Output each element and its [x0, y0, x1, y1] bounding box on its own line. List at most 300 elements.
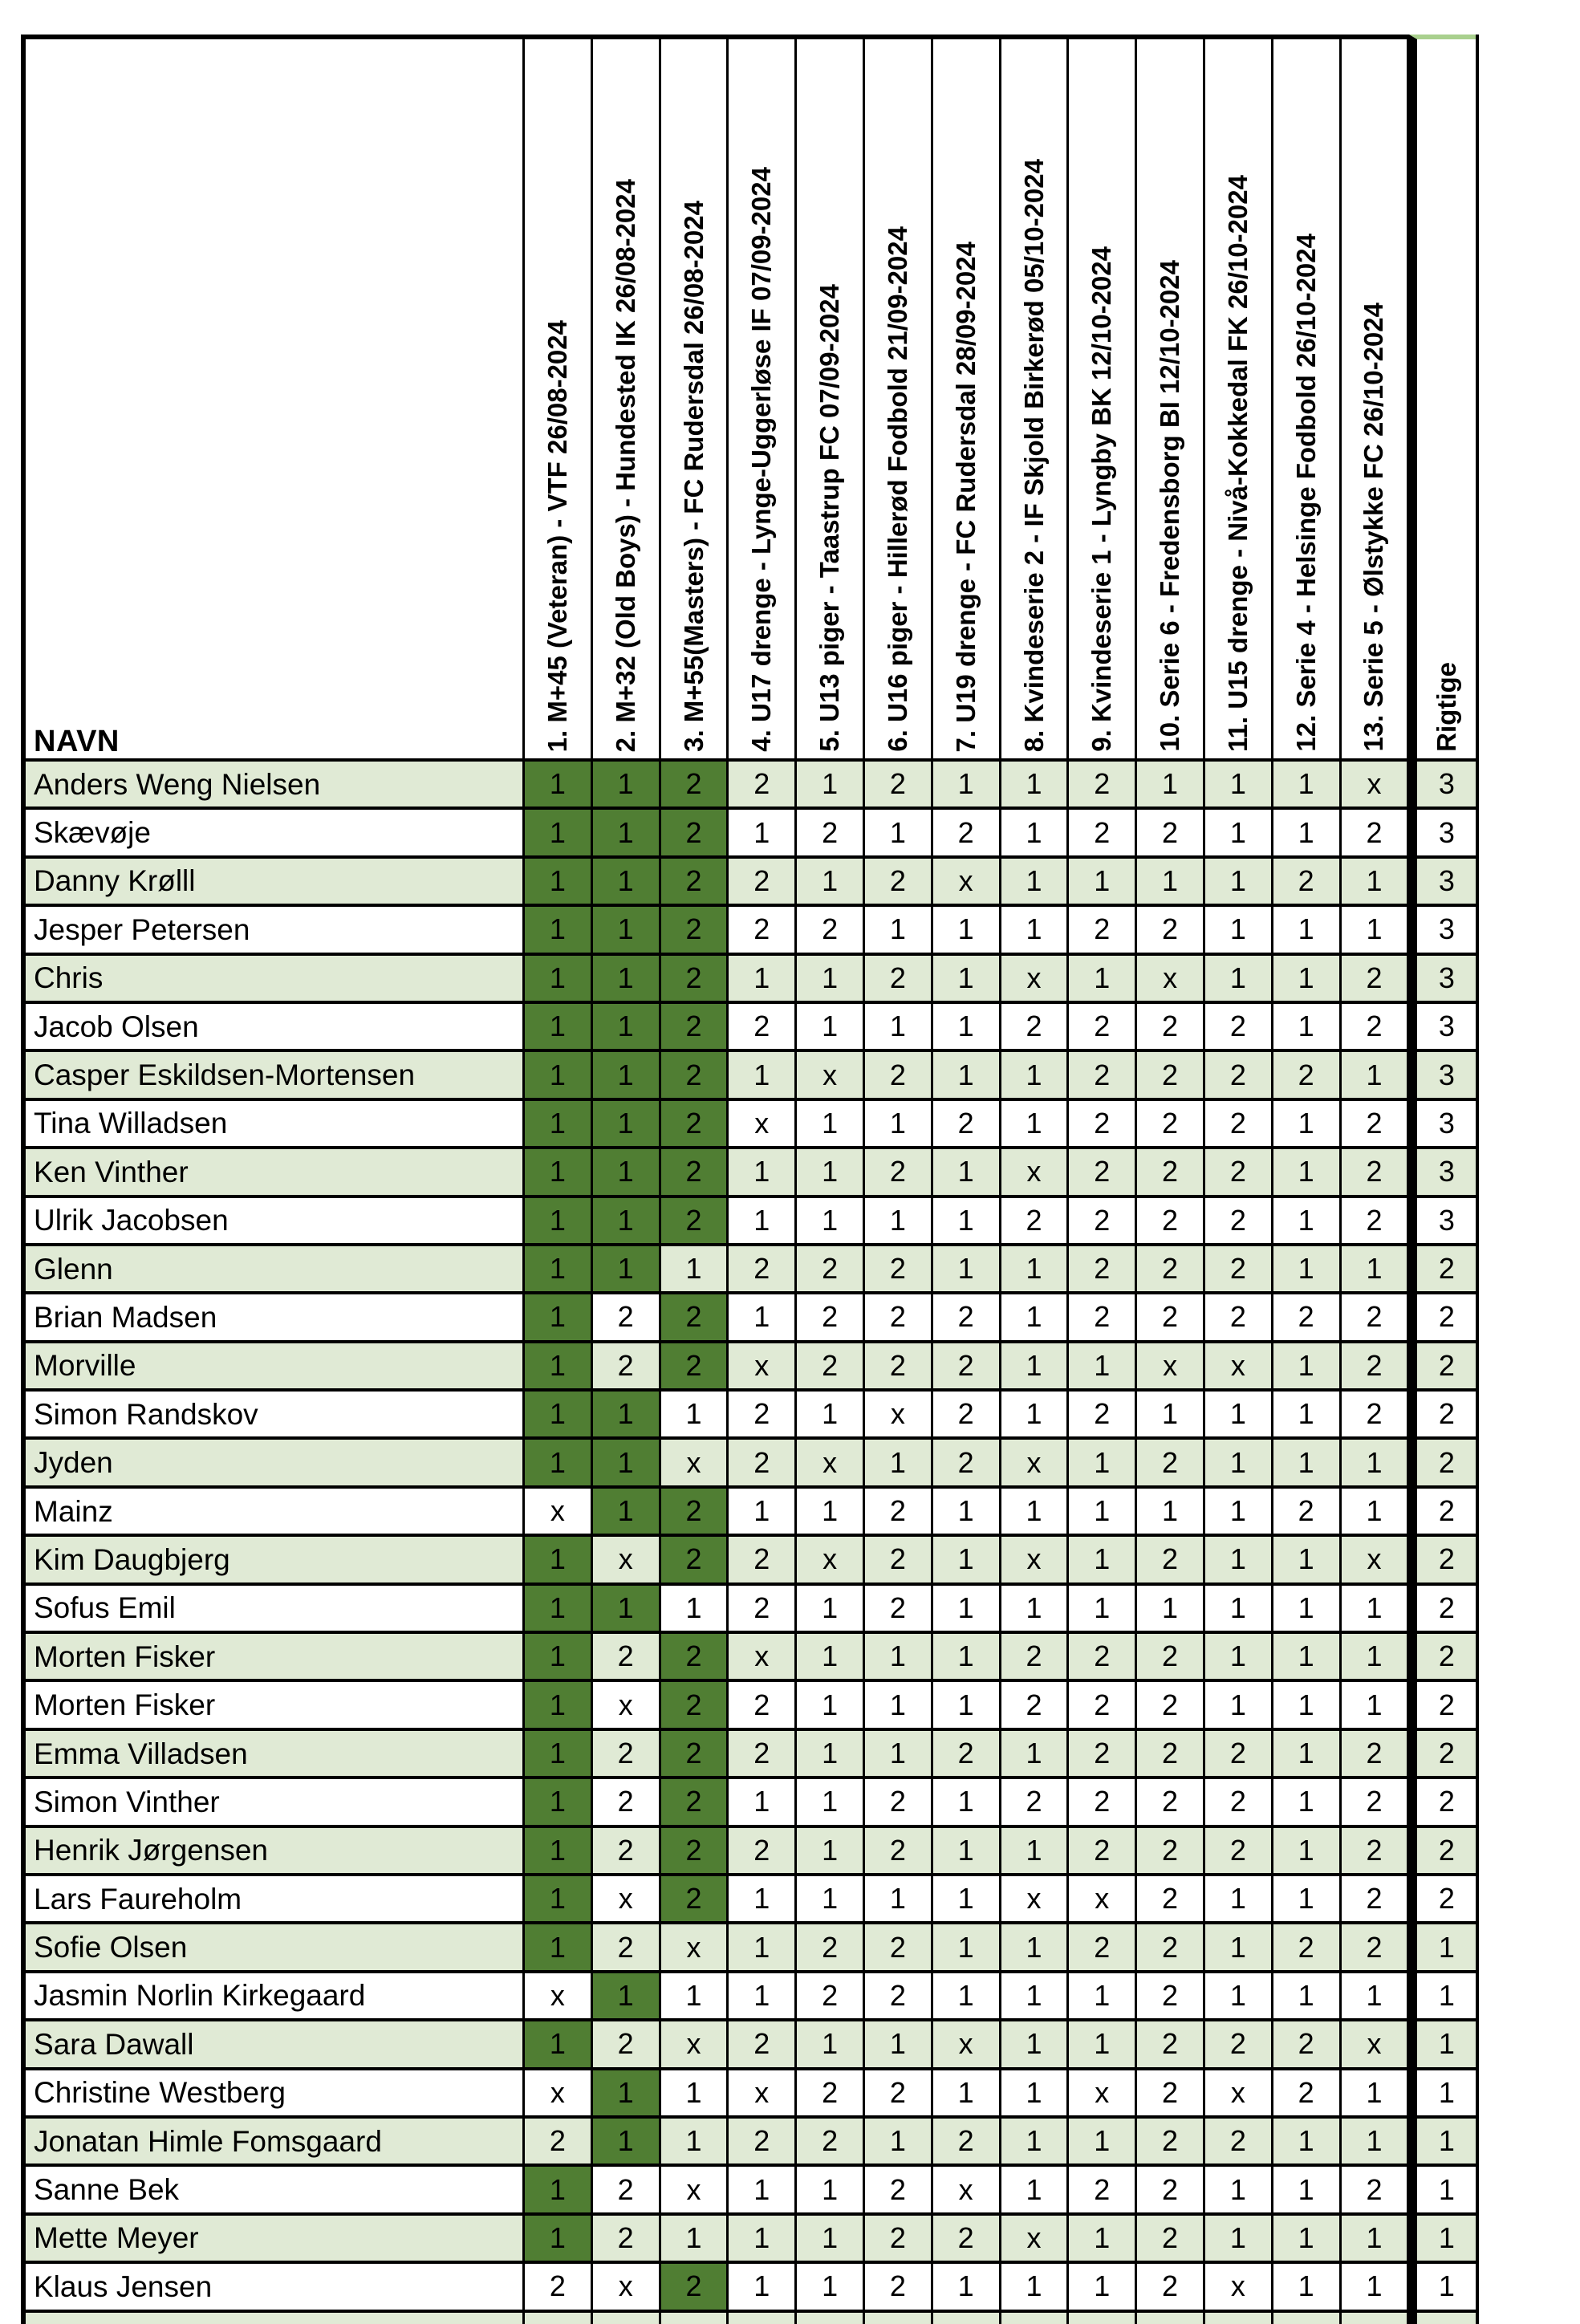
player-name-cell[interactable]: Morten Fisker	[26, 1634, 525, 1682]
rigtige-count-cell[interactable]: 3	[1409, 762, 1476, 810]
pick-cell[interactable]: x	[1342, 1537, 1410, 1585]
pick-cell[interactable]: 2	[865, 1924, 933, 1973]
pick-cell[interactable]: 1	[865, 1101, 933, 1149]
pick-cell[interactable]: 1	[525, 1440, 593, 1488]
pick-cell[interactable]: 1	[593, 1489, 661, 1537]
pick-cell[interactable]: 2	[1342, 1343, 1410, 1392]
pick-cell[interactable]: 1	[525, 956, 593, 1004]
pick-cell[interactable]: x	[1342, 762, 1410, 810]
pick-cell[interactable]: 2	[661, 859, 729, 907]
pick-cell[interactable]: 1	[933, 2070, 1001, 2119]
pick-cell[interactable]: 2	[1137, 1537, 1205, 1585]
pick-cell[interactable]: 2	[1205, 1149, 1273, 1197]
pick-cell[interactable]: x	[729, 1101, 797, 1149]
player-name-cell[interactable]: Jesper Petersen	[26, 907, 525, 955]
column-header-navn[interactable]: NAVN	[26, 35, 525, 762]
pick-cell[interactable]: 2	[1273, 1294, 1342, 1343]
pick-cell[interactable]: 1	[661, 2070, 729, 2119]
pick-cell[interactable]: 1	[933, 1489, 1001, 1537]
column-header-match-6[interactable]	[865, 35, 933, 762]
pick-cell[interactable]: 1	[525, 762, 593, 810]
pick-cell[interactable]: 1	[729, 1294, 797, 1343]
pick-cell[interactable]: 1	[1001, 1731, 1070, 1779]
cutoff-row-cell[interactable]	[865, 2313, 933, 2324]
pick-cell[interactable]: 1	[797, 1731, 865, 1779]
pick-cell[interactable]: 2	[1137, 2119, 1205, 2167]
pick-cell[interactable]: 1	[933, 762, 1001, 810]
pick-cell[interactable]: 1	[729, 1489, 797, 1537]
pick-cell[interactable]: 1	[729, 2167, 797, 2215]
pick-cell[interactable]: 1	[865, 2119, 933, 2167]
pick-cell[interactable]: 2	[593, 1828, 661, 1876]
pick-cell[interactable]: 2	[865, 1294, 933, 1343]
pick-cell[interactable]: x	[1069, 2070, 1137, 2119]
pick-cell[interactable]: 2	[1342, 810, 1410, 858]
rigtige-count-cell[interactable]: 1	[1409, 2264, 1476, 2312]
pick-cell[interactable]: 2	[1137, 1052, 1205, 1100]
pick-cell[interactable]: 2	[865, 1779, 933, 1827]
pick-cell[interactable]: 2	[1069, 907, 1137, 955]
pick-cell[interactable]: x	[593, 1682, 661, 1730]
rigtige-count-cell[interactable]: 1	[1409, 2119, 1476, 2167]
pick-cell[interactable]: x	[729, 1343, 797, 1392]
pick-cell[interactable]: 2	[1273, 2070, 1342, 2119]
pick-cell[interactable]: x	[1205, 2264, 1273, 2312]
pick-cell[interactable]: 2	[593, 1634, 661, 1682]
pick-cell[interactable]: 1	[865, 1682, 933, 1730]
pick-cell[interactable]: 1	[1205, 810, 1273, 858]
pick-cell[interactable]: 2	[661, 1489, 729, 1537]
pick-cell[interactable]: x	[1342, 2021, 1410, 2070]
pick-cell[interactable]: 1	[729, 810, 797, 858]
pick-cell[interactable]: 1	[661, 1586, 729, 1634]
pick-cell[interactable]: 1	[729, 1779, 797, 1827]
pick-cell[interactable]: 2	[1137, 1246, 1205, 1294]
pick-cell[interactable]: 1	[1001, 2021, 1070, 2070]
cutoff-row-cell[interactable]	[1409, 2313, 1476, 2324]
pick-cell[interactable]: 1	[661, 2216, 729, 2264]
pick-cell[interactable]: 2	[729, 859, 797, 907]
pick-cell[interactable]: 1	[797, 859, 865, 907]
pick-cell[interactable]: x	[1205, 2070, 1273, 2119]
pick-cell[interactable]: x	[933, 2021, 1001, 2070]
cutoff-row-cell[interactable]	[26, 2313, 525, 2324]
pick-cell[interactable]: 1	[933, 1246, 1001, 1294]
pick-cell[interactable]: 2	[797, 1343, 865, 1392]
pick-cell[interactable]: 1	[1001, 1828, 1070, 1876]
pick-cell[interactable]: x	[525, 2070, 593, 2119]
pick-cell[interactable]: 2	[1001, 1634, 1070, 1682]
player-name-cell[interactable]: Simon Randskov	[26, 1392, 525, 1440]
pick-cell[interactable]: 1	[1273, 1634, 1342, 1682]
player-name-cell[interactable]: Lars Faureholm	[26, 1876, 525, 1924]
pick-cell[interactable]: 2	[1137, 2167, 1205, 2215]
pick-cell[interactable]: 2	[1137, 810, 1205, 858]
pick-cell[interactable]: 2	[1001, 1198, 1070, 1246]
pick-cell[interactable]: 1	[593, 2119, 661, 2167]
pick-cell[interactable]: 2	[1069, 1246, 1137, 1294]
pick-cell[interactable]: 2	[1069, 1779, 1137, 1827]
pick-cell[interactable]: 1	[1205, 762, 1273, 810]
pick-cell[interactable]: 1	[1137, 762, 1205, 810]
rigtige-count-cell[interactable]: 2	[1409, 1634, 1476, 1682]
pick-cell[interactable]: 1	[865, 1440, 933, 1488]
pick-cell[interactable]: 2	[1137, 2021, 1205, 2070]
column-header-match-12[interactable]	[1273, 35, 1342, 762]
pick-cell[interactable]: 1	[1273, 1828, 1342, 1876]
pick-cell[interactable]: x	[593, 2264, 661, 2312]
pick-cell[interactable]: 2	[933, 1440, 1001, 1488]
pick-cell[interactable]: 1	[1342, 1973, 1410, 2021]
player-name-cell[interactable]: Simon Vinther	[26, 1779, 525, 1827]
pick-cell[interactable]: 1	[933, 1924, 1001, 1973]
pick-cell[interactable]: 1	[1001, 859, 1070, 907]
pick-cell[interactable]: 1	[525, 810, 593, 858]
pick-cell[interactable]: 1	[1001, 1489, 1070, 1537]
rigtige-count-cell[interactable]: 3	[1409, 956, 1476, 1004]
pick-cell[interactable]: 1	[1273, 1246, 1342, 1294]
player-name-cell[interactable]: Brian Madsen	[26, 1294, 525, 1343]
pick-cell[interactable]: 1	[1342, 1586, 1410, 1634]
pick-cell[interactable]: 1	[729, 1924, 797, 1973]
pick-cell[interactable]: 1	[525, 1198, 593, 1246]
pick-cell[interactable]: 1	[1273, 2216, 1342, 2264]
pick-cell[interactable]: 1	[933, 1198, 1001, 1246]
column-header-match-2[interactable]	[593, 35, 661, 762]
cutoff-row-cell[interactable]	[1069, 2313, 1137, 2324]
pick-cell[interactable]: 2	[1273, 859, 1342, 907]
pick-cell[interactable]: 1	[797, 1828, 865, 1876]
pick-cell[interactable]: 2	[797, 1246, 865, 1294]
pick-cell[interactable]: 1	[1342, 2119, 1410, 2167]
pick-cell[interactable]: 2	[525, 2264, 593, 2312]
pick-cell[interactable]: x	[797, 1052, 865, 1100]
pick-cell[interactable]: 2	[729, 1586, 797, 1634]
cutoff-row-cell[interactable]	[1205, 2313, 1273, 2324]
pick-cell[interactable]: 2	[1137, 1731, 1205, 1779]
pick-cell[interactable]: 1	[729, 2264, 797, 2312]
column-header-match-10[interactable]	[1137, 35, 1205, 762]
pick-cell[interactable]: 1	[1342, 2264, 1410, 2312]
pick-cell[interactable]: 1	[593, 956, 661, 1004]
pick-cell[interactable]: 2	[1342, 1924, 1410, 1973]
pick-cell[interactable]: 2	[593, 1731, 661, 1779]
pick-cell[interactable]: 1	[1273, 810, 1342, 858]
pick-cell[interactable]: 1	[1342, 2070, 1410, 2119]
pick-cell[interactable]: 1	[797, 2216, 865, 2264]
pick-cell[interactable]: 2	[1273, 1924, 1342, 1973]
rigtige-count-cell[interactable]: 3	[1409, 1101, 1476, 1149]
pick-cell[interactable]: 1	[1069, 2264, 1137, 2312]
pick-cell[interactable]: 2	[797, 810, 865, 858]
player-name-cell[interactable]: Sofus Emil	[26, 1586, 525, 1634]
pick-cell[interactable]: 1	[1205, 1489, 1273, 1537]
pick-cell[interactable]: 2	[661, 1294, 729, 1343]
pick-cell[interactable]: 2	[933, 810, 1001, 858]
pick-cell[interactable]: 1	[933, 1973, 1001, 2021]
pick-cell[interactable]: x	[1001, 1149, 1070, 1197]
pick-cell[interactable]: 1	[593, 1586, 661, 1634]
rigtige-count-cell[interactable]: 1	[1409, 2070, 1476, 2119]
pick-cell[interactable]: 2	[661, 1101, 729, 1149]
pick-cell[interactable]: 2	[661, 1343, 729, 1392]
pick-cell[interactable]: 1	[865, 1876, 933, 1924]
pick-cell[interactable]: 2	[729, 762, 797, 810]
column-header-match-9[interactable]	[1069, 35, 1137, 762]
pick-cell[interactable]: x	[525, 1973, 593, 2021]
pick-cell[interactable]: 2	[661, 1052, 729, 1100]
pick-cell[interactable]: 2	[1342, 1779, 1410, 1827]
pick-cell[interactable]: 2	[593, 2021, 661, 2070]
pick-cell[interactable]: 1	[1001, 2070, 1070, 2119]
rigtige-count-cell[interactable]: 2	[1409, 1392, 1476, 1440]
pick-cell[interactable]: 2	[1069, 1294, 1137, 1343]
pick-cell[interactable]: 2	[661, 956, 729, 1004]
pick-cell[interactable]: 1	[729, 1876, 797, 1924]
pick-cell[interactable]: 2	[1069, 1924, 1137, 1973]
pick-cell[interactable]: 1	[525, 1634, 593, 1682]
pick-cell[interactable]: 2	[933, 1101, 1001, 1149]
pick-cell[interactable]: 1	[797, 1779, 865, 1827]
pick-cell[interactable]: x	[593, 1876, 661, 1924]
pick-cell[interactable]: 2	[797, 1973, 865, 2021]
pick-cell[interactable]: 1	[593, 907, 661, 955]
player-name-cell[interactable]: Glenn	[26, 1246, 525, 1294]
pick-cell[interactable]: 1	[1205, 859, 1273, 907]
pick-cell[interactable]: 1	[797, 1489, 865, 1537]
cutoff-row-cell[interactable]	[933, 2313, 1001, 2324]
pick-cell[interactable]: 1	[1001, 1343, 1070, 1392]
pick-cell[interactable]: 1	[797, 1392, 865, 1440]
column-header-match-11[interactable]	[1205, 35, 1273, 762]
pick-cell[interactable]: 1	[1069, 956, 1137, 1004]
pick-cell[interactable]: 2	[729, 1731, 797, 1779]
pick-cell[interactable]: 1	[1342, 1440, 1410, 1488]
player-name-cell[interactable]: Sofie Olsen	[26, 1924, 525, 1973]
player-name-cell[interactable]: Casper Eskildsen-Mortensen	[26, 1052, 525, 1100]
column-header-match-7[interactable]	[933, 35, 1001, 762]
pick-cell[interactable]: 1	[729, 1973, 797, 2021]
pick-cell[interactable]: 1	[525, 1246, 593, 1294]
pick-cell[interactable]: 1	[1205, 2167, 1273, 2215]
pick-cell[interactable]: 2	[1342, 956, 1410, 1004]
pick-cell[interactable]: 1	[525, 907, 593, 955]
pick-cell[interactable]: x	[1001, 956, 1070, 1004]
pick-cell[interactable]: 1	[865, 1634, 933, 1682]
pick-cell[interactable]: 1	[1001, 1586, 1070, 1634]
pick-cell[interactable]: 2	[1069, 1149, 1137, 1197]
rigtige-count-cell[interactable]: 2	[1409, 1779, 1476, 1827]
pick-cell[interactable]: 1	[1069, 2119, 1137, 2167]
pick-cell[interactable]: 1	[593, 1149, 661, 1197]
pick-cell[interactable]: 1	[525, 859, 593, 907]
pick-cell[interactable]: 2	[1342, 1731, 1410, 1779]
pick-cell[interactable]: 2	[933, 1392, 1001, 1440]
pick-cell[interactable]: x	[1001, 2216, 1070, 2264]
pick-cell[interactable]: 1	[1273, 2119, 1342, 2167]
pick-cell[interactable]: 2	[729, 1440, 797, 1488]
pick-cell[interactable]: 1	[1001, 2264, 1070, 2312]
pick-cell[interactable]: 2	[1273, 1052, 1342, 1100]
pick-cell[interactable]: 1	[729, 956, 797, 1004]
pick-cell[interactable]: 1	[1273, 1973, 1342, 2021]
pick-cell[interactable]: 2	[1069, 2167, 1137, 2215]
pick-cell[interactable]: 1	[1001, 1973, 1070, 2021]
pick-cell[interactable]: 1	[933, 1682, 1001, 1730]
player-name-cell[interactable]: Morville	[26, 1343, 525, 1392]
pick-cell[interactable]: 1	[1273, 1004, 1342, 1052]
pick-cell[interactable]: 1	[933, 1004, 1001, 1052]
pick-cell[interactable]: 1	[933, 1634, 1001, 1682]
pick-cell[interactable]: 2	[865, 2070, 933, 2119]
pick-cell[interactable]: 1	[1205, 1537, 1273, 1585]
pick-cell[interactable]: 2	[1205, 1828, 1273, 1876]
pick-cell[interactable]: 2	[661, 1731, 729, 1779]
pick-cell[interactable]: 1	[797, 956, 865, 1004]
pick-cell[interactable]: 1	[1273, 1198, 1342, 1246]
pick-cell[interactable]: 1	[1205, 1973, 1273, 2021]
pick-cell[interactable]: 1	[525, 1924, 593, 1973]
player-name-cell[interactable]: Jasmin Norlin Kirkegaard	[26, 1973, 525, 2021]
rigtige-count-cell[interactable]: 1	[1409, 2021, 1476, 2070]
pick-cell[interactable]: 1	[1001, 1052, 1070, 1100]
pick-cell[interactable]: 1	[593, 810, 661, 858]
pick-cell[interactable]: 2	[1069, 1004, 1137, 1052]
pick-cell[interactable]: 2	[729, 1828, 797, 1876]
pick-cell[interactable]: 2	[729, 1392, 797, 1440]
pick-cell[interactable]: 2	[593, 2216, 661, 2264]
pick-cell[interactable]: 1	[797, 2021, 865, 2070]
pick-cell[interactable]: 1	[525, 1586, 593, 1634]
pick-cell[interactable]: 1	[1001, 1246, 1070, 1294]
pick-cell[interactable]: 2	[1342, 1392, 1410, 1440]
pick-cell[interactable]: 2	[797, 2070, 865, 2119]
rigtige-count-cell[interactable]: 1	[1409, 1924, 1476, 1973]
pick-cell[interactable]: 1	[525, 1682, 593, 1730]
pick-cell[interactable]: 2	[865, 859, 933, 907]
pick-cell[interactable]: 2	[593, 1294, 661, 1343]
pick-cell[interactable]: 2	[729, 1682, 797, 1730]
rigtige-count-cell[interactable]: 3	[1409, 810, 1476, 858]
pick-cell[interactable]: x	[933, 859, 1001, 907]
player-name-cell[interactable]: Tina Willadsen	[26, 1101, 525, 1149]
column-header-match-3[interactable]	[661, 35, 729, 762]
player-name-cell[interactable]: Emma Villadsen	[26, 1731, 525, 1779]
cutoff-row-cell[interactable]	[525, 2313, 593, 2324]
pick-cell[interactable]: 2	[1069, 1052, 1137, 1100]
pick-cell[interactable]: 1	[1205, 1392, 1273, 1440]
pick-cell[interactable]: 1	[593, 1004, 661, 1052]
pick-cell[interactable]: 1	[1069, 2021, 1137, 2070]
pick-cell[interactable]: 2	[1205, 1198, 1273, 1246]
pick-cell[interactable]: 2	[1137, 1198, 1205, 1246]
pick-cell[interactable]: 1	[593, 1052, 661, 1100]
rigtige-count-cell[interactable]: 2	[1409, 1246, 1476, 1294]
rigtige-count-cell[interactable]: 2	[1409, 1682, 1476, 1730]
pick-cell[interactable]: 2	[797, 1294, 865, 1343]
pick-cell[interactable]: 1	[1069, 1343, 1137, 1392]
cutoff-row-cell[interactable]	[1273, 2313, 1342, 2324]
pick-cell[interactable]: x	[1069, 1876, 1137, 1924]
pick-cell[interactable]: 2	[661, 1149, 729, 1197]
pick-cell[interactable]: 1	[661, 1392, 729, 1440]
pick-cell[interactable]: 2	[1205, 1052, 1273, 1100]
pick-cell[interactable]: 2	[865, 1343, 933, 1392]
pick-cell[interactable]: 1	[525, 1731, 593, 1779]
pick-cell[interactable]: 2	[865, 2264, 933, 2312]
pick-cell[interactable]: 1	[1137, 1586, 1205, 1634]
pick-cell[interactable]: 2	[1137, 1294, 1205, 1343]
pick-cell[interactable]: 1	[1273, 1586, 1342, 1634]
pick-cell[interactable]: 1	[1273, 1149, 1342, 1197]
pick-cell[interactable]: 2	[593, 1924, 661, 1973]
pick-cell[interactable]: 1	[1069, 859, 1137, 907]
pick-cell[interactable]: 2	[1205, 1101, 1273, 1149]
pick-cell[interactable]: 2	[661, 1828, 729, 1876]
pick-cell[interactable]: 2	[1069, 1198, 1137, 1246]
pick-cell[interactable]: 1	[865, 1731, 933, 1779]
rigtige-count-cell[interactable]: 2	[1409, 1586, 1476, 1634]
player-name-cell[interactable]: Mainz	[26, 1489, 525, 1537]
pick-cell[interactable]: x	[1001, 1440, 1070, 1488]
pick-cell[interactable]: 2	[1069, 1634, 1137, 1682]
player-name-cell[interactable]: Chris	[26, 956, 525, 1004]
player-name-cell[interactable]: Mette Meyer	[26, 2216, 525, 2264]
pick-cell[interactable]: 2	[1137, 907, 1205, 955]
cutoff-row-cell[interactable]	[729, 2313, 797, 2324]
pick-cell[interactable]: 2	[933, 1294, 1001, 1343]
pick-cell[interactable]: 1	[525, 1052, 593, 1100]
pick-cell[interactable]: 1	[525, 1828, 593, 1876]
pick-cell[interactable]: 2	[661, 762, 729, 810]
rigtige-count-cell[interactable]: 3	[1409, 907, 1476, 955]
pick-cell[interactable]: 2	[661, 907, 729, 955]
pick-cell[interactable]: 1	[1273, 1392, 1342, 1440]
pick-cell[interactable]: 1	[593, 859, 661, 907]
pick-cell[interactable]: 2	[661, 1779, 729, 1827]
pick-cell[interactable]: 1	[933, 1586, 1001, 1634]
player-name-cell[interactable]: Danny Krølll	[26, 859, 525, 907]
pick-cell[interactable]: 1	[933, 2264, 1001, 2312]
pick-cell[interactable]: 1	[593, 1973, 661, 2021]
pick-cell[interactable]: 1	[1273, 1876, 1342, 1924]
column-header-rigtige[interactable]	[1409, 35, 1476, 762]
pick-cell[interactable]: 1	[1342, 1246, 1410, 1294]
pick-cell[interactable]: 1	[1205, 1634, 1273, 1682]
rigtige-count-cell[interactable]: 1	[1409, 2167, 1476, 2215]
cutoff-row-cell[interactable]	[593, 2313, 661, 2324]
player-name-cell[interactable]: Morten Fisker	[26, 1682, 525, 1730]
pick-cell[interactable]: 1	[1205, 907, 1273, 955]
pick-cell[interactable]: x	[933, 2167, 1001, 2215]
pick-cell[interactable]: 2	[1342, 2167, 1410, 2215]
pick-cell[interactable]: 2	[865, 1149, 933, 1197]
pick-cell[interactable]: 2	[933, 1731, 1001, 1779]
pick-cell[interactable]: 1	[1137, 859, 1205, 907]
pick-cell[interactable]: 2	[1069, 1828, 1137, 1876]
rigtige-count-cell[interactable]: 3	[1409, 1149, 1476, 1197]
pick-cell[interactable]: 2	[865, 2167, 933, 2215]
pick-cell[interactable]: 1	[1205, 1682, 1273, 1730]
pick-cell[interactable]: 2	[1001, 1682, 1070, 1730]
cutoff-row-cell[interactable]	[661, 2313, 729, 2324]
pick-cell[interactable]: 1	[933, 1828, 1001, 1876]
pick-cell[interactable]: 1	[525, 1294, 593, 1343]
pick-cell[interactable]: 2	[1342, 1876, 1410, 1924]
pick-cell[interactable]: 2	[1137, 1924, 1205, 1973]
pick-cell[interactable]: 1	[1001, 1101, 1070, 1149]
cutoff-row-cell[interactable]	[1001, 2313, 1070, 2324]
